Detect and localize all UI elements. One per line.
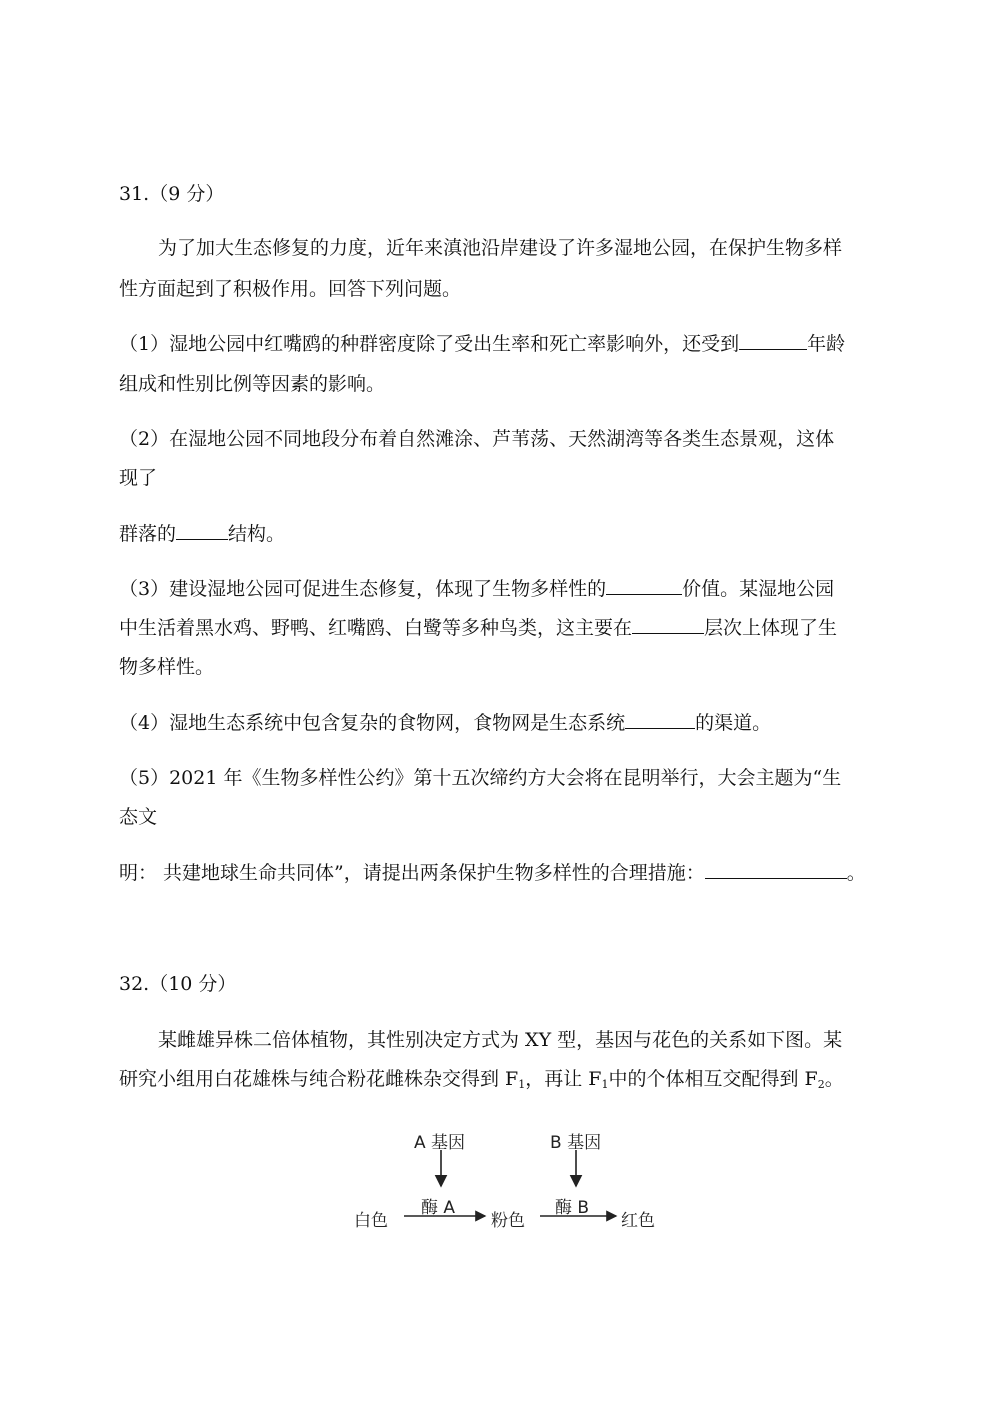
q32-header: 32.（10 分）	[119, 973, 237, 995]
q31-part5-line1: （5）2021 年《生物多样性公约》第十五次缔约方大会将在昆明举行，大会主题为“生	[119, 767, 842, 789]
q31-intro-line2: 性方面起到了积极作用。回答下列问题。	[119, 278, 462, 300]
enzyme-b-label: 酶 B	[555, 1198, 590, 1218]
q32-intro-text-c: 中的个体相互交配得到 F	[608, 1068, 818, 1090]
q31-part3-text-a: （3）建设湿地公园可促进生态修复，体现了生物多样性的	[119, 578, 607, 600]
q31-part3-line3: 物多样性。	[119, 656, 215, 678]
q31-part5-line2: 态文	[119, 806, 158, 828]
q31-header: 31.（9 分）	[119, 183, 225, 205]
q31-part1-text-b: 年龄	[807, 333, 846, 355]
q31-part1-line2: 组成和性别比例等因素的影响。	[119, 373, 386, 395]
q32-intro-text-d: 。	[824, 1068, 844, 1090]
q31-part5-text-b: 。	[846, 862, 866, 884]
q31-part2-line2: 现了	[119, 467, 158, 489]
q32-intro-line1: 某雌雄异株二倍体植物，其性别决定方式为 XY 型，基因与花色的关系如下图。某	[158, 1029, 843, 1051]
q31-part4-text-a: （4）湿地生态系统中包含复杂的食物网，食物网是生态系统	[119, 712, 626, 734]
q32-intro-text-a: 研究小组用白花雄株与纯合粉花雌株杂交得到 F	[119, 1068, 519, 1090]
pink-color-label: 粉色	[491, 1211, 525, 1231]
q31-part1-text-a: （1）湿地公园中红嘴鸥的种群密度除了受出生率和死亡率影响外，还受到	[119, 333, 740, 355]
q32-intro-text-b: ，再让 F	[525, 1068, 602, 1090]
f2-subscript: 2	[817, 1078, 825, 1091]
q31-part3-text-d: 层次上体现了生	[704, 617, 838, 639]
gene-b-label: B 基因	[550, 1133, 602, 1153]
q31-part3-text-b: 价值。某湿地公园	[682, 578, 835, 600]
q31-part3-text-c: 中生活着黑水鸡、野鸭、红嘴鸥、白鹭等多种鸟类，这主要在	[119, 617, 633, 639]
q31-part2-line1: （2）在湿地公园不同地段分布着自然滩涂、芦苇荡、天然湖湾等各类生态景观，这体	[119, 428, 835, 450]
q31-part4-text-b: 的渠道。	[695, 712, 772, 734]
f1-subscript: 1	[518, 1078, 526, 1091]
f1-subscript-2: 1	[601, 1078, 609, 1091]
white-color-label: 白色	[354, 1211, 388, 1231]
gene-a-label: A 基因	[414, 1133, 466, 1153]
red-color-label: 红色	[621, 1211, 655, 1231]
q31-part2-text-b: 结构。	[228, 523, 286, 545]
q31-part2-text-a: 群落的	[119, 523, 177, 545]
q31-intro-line1: 为了加大生态修复的力度，近年来滇池沿岸建设了许多湿地公园，在保护生物多样	[158, 237, 843, 259]
enzyme-a-label: 酶 A	[421, 1198, 456, 1218]
q31-part5-text-a: 明： 共建地球生命共同体”，请提出两条保护生物多样性的合理措施：	[119, 862, 705, 884]
